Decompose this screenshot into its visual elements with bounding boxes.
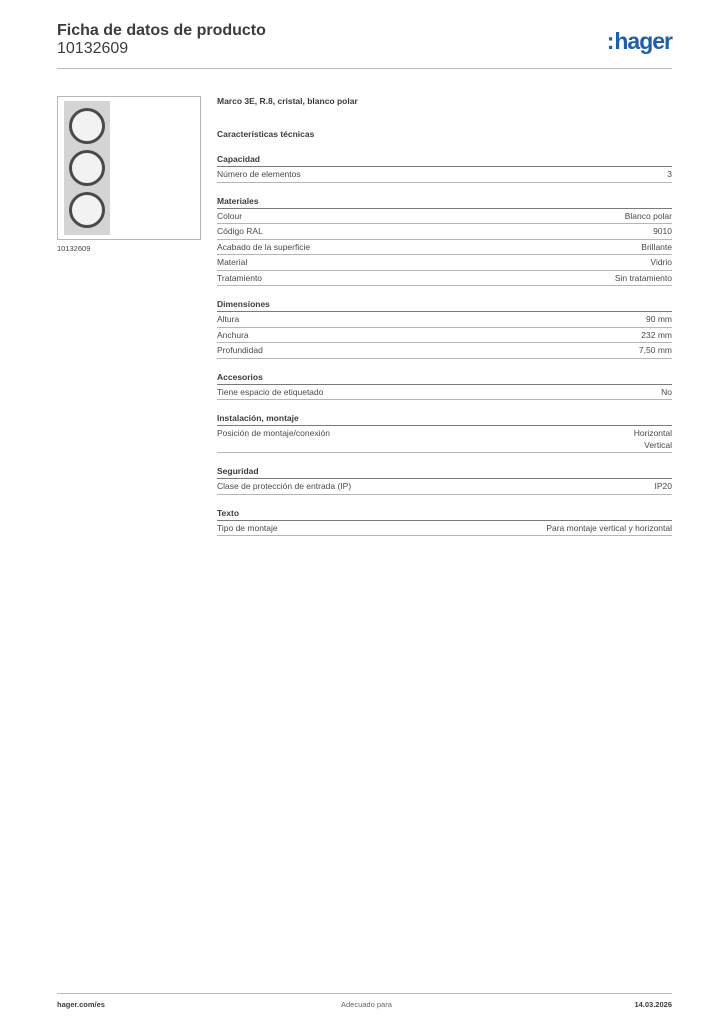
spec-label: Código RAL — [217, 226, 263, 236]
spec-value — [625, 211, 672, 223]
spec-value-line: Horizontal — [633, 428, 672, 438]
page-title: Ficha de datos de producto — [57, 22, 266, 39]
spec-value — [667, 169, 672, 181]
section-title: Seguridad — [217, 466, 672, 479]
spec-section — [217, 372, 672, 401]
spec-value — [546, 523, 672, 535]
section-title: Materiales — [217, 196, 672, 209]
ring-icon — [69, 108, 105, 144]
frame-illustration — [64, 101, 110, 235]
product-name: Marco 3E, R.8, cristal, blanco polar — [217, 96, 358, 106]
spec-row — [217, 328, 672, 344]
spec-label: Posición de montaje/conexión — [217, 428, 330, 438]
spec-value — [646, 314, 672, 326]
spec-label: Profundidad — [217, 345, 263, 355]
logo-text: hager — [614, 28, 672, 54]
spec-label: Clase de protección de entrada (IP) — [217, 481, 352, 491]
section-title: Accesorios — [217, 372, 672, 385]
spec-value — [655, 481, 673, 493]
spec-label: Tipo de montaje — [217, 522, 278, 533]
spec-value-line: 90 mm — [646, 314, 672, 324]
page-footer — [57, 993, 672, 1014]
spec-row — [217, 312, 672, 328]
spec-value-line: Sin tratamiento — [614, 272, 672, 283]
spec-sections — [217, 154, 672, 536]
spec-value — [641, 330, 672, 342]
section-title: Capacidad — [217, 154, 672, 167]
spec-section — [217, 413, 672, 453]
ring-icon — [69, 150, 105, 186]
spec-section — [217, 154, 672, 183]
spec-row — [217, 271, 672, 287]
spec-value — [661, 387, 672, 399]
spec-value — [615, 273, 672, 285]
spec-row — [217, 224, 672, 240]
spec-value — [653, 226, 672, 238]
spec-value-line: Para montaje vertical y horizontal — [546, 522, 672, 533]
page-header — [57, 22, 672, 69]
spec-section — [217, 508, 672, 537]
spec-label: Tratamiento — [217, 272, 263, 283]
spec-row — [217, 521, 672, 537]
spec-label: Material — [217, 257, 248, 267]
spec-value-line: No — [661, 386, 672, 397]
spec-row — [217, 209, 672, 225]
product-image — [57, 96, 201, 240]
tech-heading: Características técnicas — [217, 129, 315, 139]
spec-row — [217, 167, 672, 183]
spec-row — [217, 426, 672, 453]
spec-value-line: 7,50 mm — [638, 345, 672, 355]
spec-value — [634, 428, 672, 451]
spec-value-line: Vidrio — [650, 257, 672, 267]
footer-website: hager.com/es — [57, 1000, 105, 1009]
spec-content — [217, 96, 672, 536]
spec-section — [217, 299, 672, 359]
spec-value-line: 232 mm — [641, 329, 672, 340]
footer-center-text: Adecuado para — [341, 1000, 392, 1009]
section-title: Instalación, montaje — [217, 413, 672, 426]
spec-label: Tiene espacio de etiquetado — [217, 386, 324, 397]
section-title: Dimensiones — [217, 299, 672, 312]
spec-value — [641, 242, 672, 254]
spec-value — [639, 345, 672, 357]
footer-date: 14.03.2026 — [634, 1000, 672, 1009]
section-title: Texto — [217, 508, 672, 521]
spec-section — [217, 466, 672, 495]
spec-value-line: Blanco polar — [624, 210, 672, 221]
spec-value — [650, 257, 672, 269]
spec-row — [217, 255, 672, 271]
spec-label: Acabado de la superficie — [217, 241, 311, 252]
spec-value-line: 3 — [667, 169, 672, 179]
spec-label: Colour — [217, 210, 243, 221]
spec-value-line: 9010 — [653, 226, 672, 236]
spec-row — [217, 479, 672, 495]
spec-value-line: Brillante — [641, 241, 672, 252]
document-number: 10132609 — [57, 40, 129, 57]
ring-icon — [69, 192, 105, 228]
spec-value-line: Vertical — [644, 439, 672, 450]
spec-value-line: IP20 — [654, 481, 672, 491]
spec-label: Anchura — [217, 329, 249, 340]
spec-row — [217, 385, 672, 401]
spec-label: Número de elementos — [217, 169, 301, 179]
spec-row — [217, 343, 672, 359]
image-caption: 10132609 — [57, 244, 91, 253]
hager-logo: :hager — [606, 28, 672, 54]
spec-section — [217, 196, 672, 287]
spec-label: Altura — [217, 314, 240, 324]
spec-row — [217, 240, 672, 256]
